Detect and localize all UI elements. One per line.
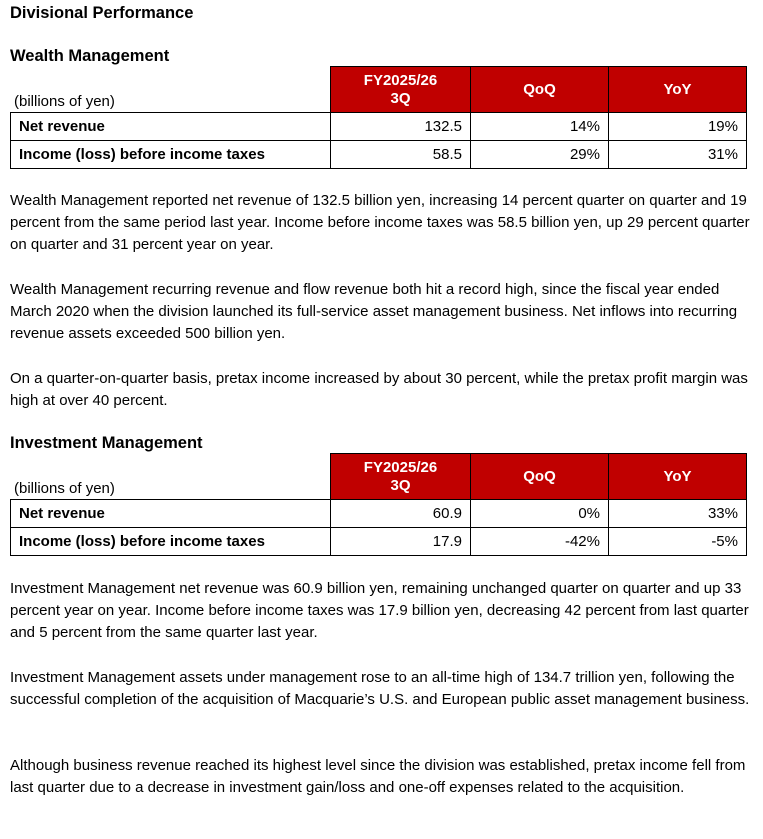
row-period-value: 132.5 [331,113,471,141]
row-label: Income (loss) before income taxes [11,141,331,169]
wealth-paragraph: Wealth Management recurring revenue and flow revenue both hit a record high, since the fiscal year ended March 2020 when the division launched its full-service asset management business. Net inflows into recurring revenue assets exceeded 500 billion yen. [10,281,738,342]
row-yoy-value: 33% [609,500,747,528]
header-period-line2: 3Q [390,89,411,107]
row-period-value: 17.9 [331,528,471,556]
investment-paragraph: Investment Management assets under management rose to an all-time high of 134.7 trillion yen, following the successful completion of the acquisition of Macquarie’s U.S. and European public asset management business. [10,669,750,708]
header-blank-cell [11,454,331,500]
section-title-investment-management: Investment Management [10,434,203,452]
row-qoq-value: -42% [471,528,609,556]
table-header-row [11,67,747,113]
row-yoy-value: 19% [609,113,747,141]
table-row [11,528,747,556]
wealth-management-table [10,66,747,169]
table-row [11,141,747,169]
table-row [11,113,747,141]
header-blank-cell [11,67,331,113]
units-label-wealth: (billions of yen) [14,93,115,110]
wealth-paragraph: Wealth Management reported net revenue of 132.5 billion yen, increasing 14 percent quarter on quarter and 19 percent from the same period last year. Income before income taxes was 58.5 billion yen, up 29 percent quarter on quarter and 31 percent year on year. [10,192,750,253]
header-qoq: QoQ [471,67,609,113]
header-qoq: QoQ [471,454,609,500]
row-label: Net revenue [11,113,331,141]
investment-paragraph: Although business revenue reached its highest level since the division was established, pretax income fell from last quarter due to a decrease in investment gain/loss and one-off expenses related to the acquisition. [10,757,746,796]
row-yoy-value: 31% [609,141,747,169]
table-row [11,500,747,528]
header-period-line2: 3Q [390,476,411,494]
investment-paragraph: Investment Management net revenue was 60.9 billion yen, remaining unchanged quarter on quarter and up 33 percent year on year. Income before income taxes was 17.9 billion yen, decreasing 42 percent from last quarter and 5 percent from the same quarter last year. [10,580,749,641]
wealth-paragraph: On a quarter-on-quarter basis, pretax income increased by about 30 percent, while the pretax profit margin was high at over 40 percent. [10,370,748,409]
header-period [331,67,471,113]
header-yoy: YoY [609,67,747,113]
header-yoy: YoY [609,454,747,500]
section-title-wealth-management: Wealth Management [10,47,170,65]
row-label: Income (loss) before income taxes [11,528,331,556]
row-period-value: 58.5 [331,141,471,169]
row-period-value: 60.9 [331,500,471,528]
row-qoq-value: 14% [471,113,609,141]
row-label: Net revenue [11,500,331,528]
header-period-line1: FY2025/26 [363,71,438,89]
header-period [331,454,471,500]
header-period-line1: FY2025/26 [363,458,438,476]
page-title: Divisional Performance [10,4,194,22]
investment-management-table [10,453,747,556]
row-qoq-value: 29% [471,141,609,169]
table-header-row [11,454,747,500]
units-label-investment: (billions of yen) [14,480,115,497]
row-qoq-value: 0% [471,500,609,528]
row-yoy-value: -5% [609,528,747,556]
